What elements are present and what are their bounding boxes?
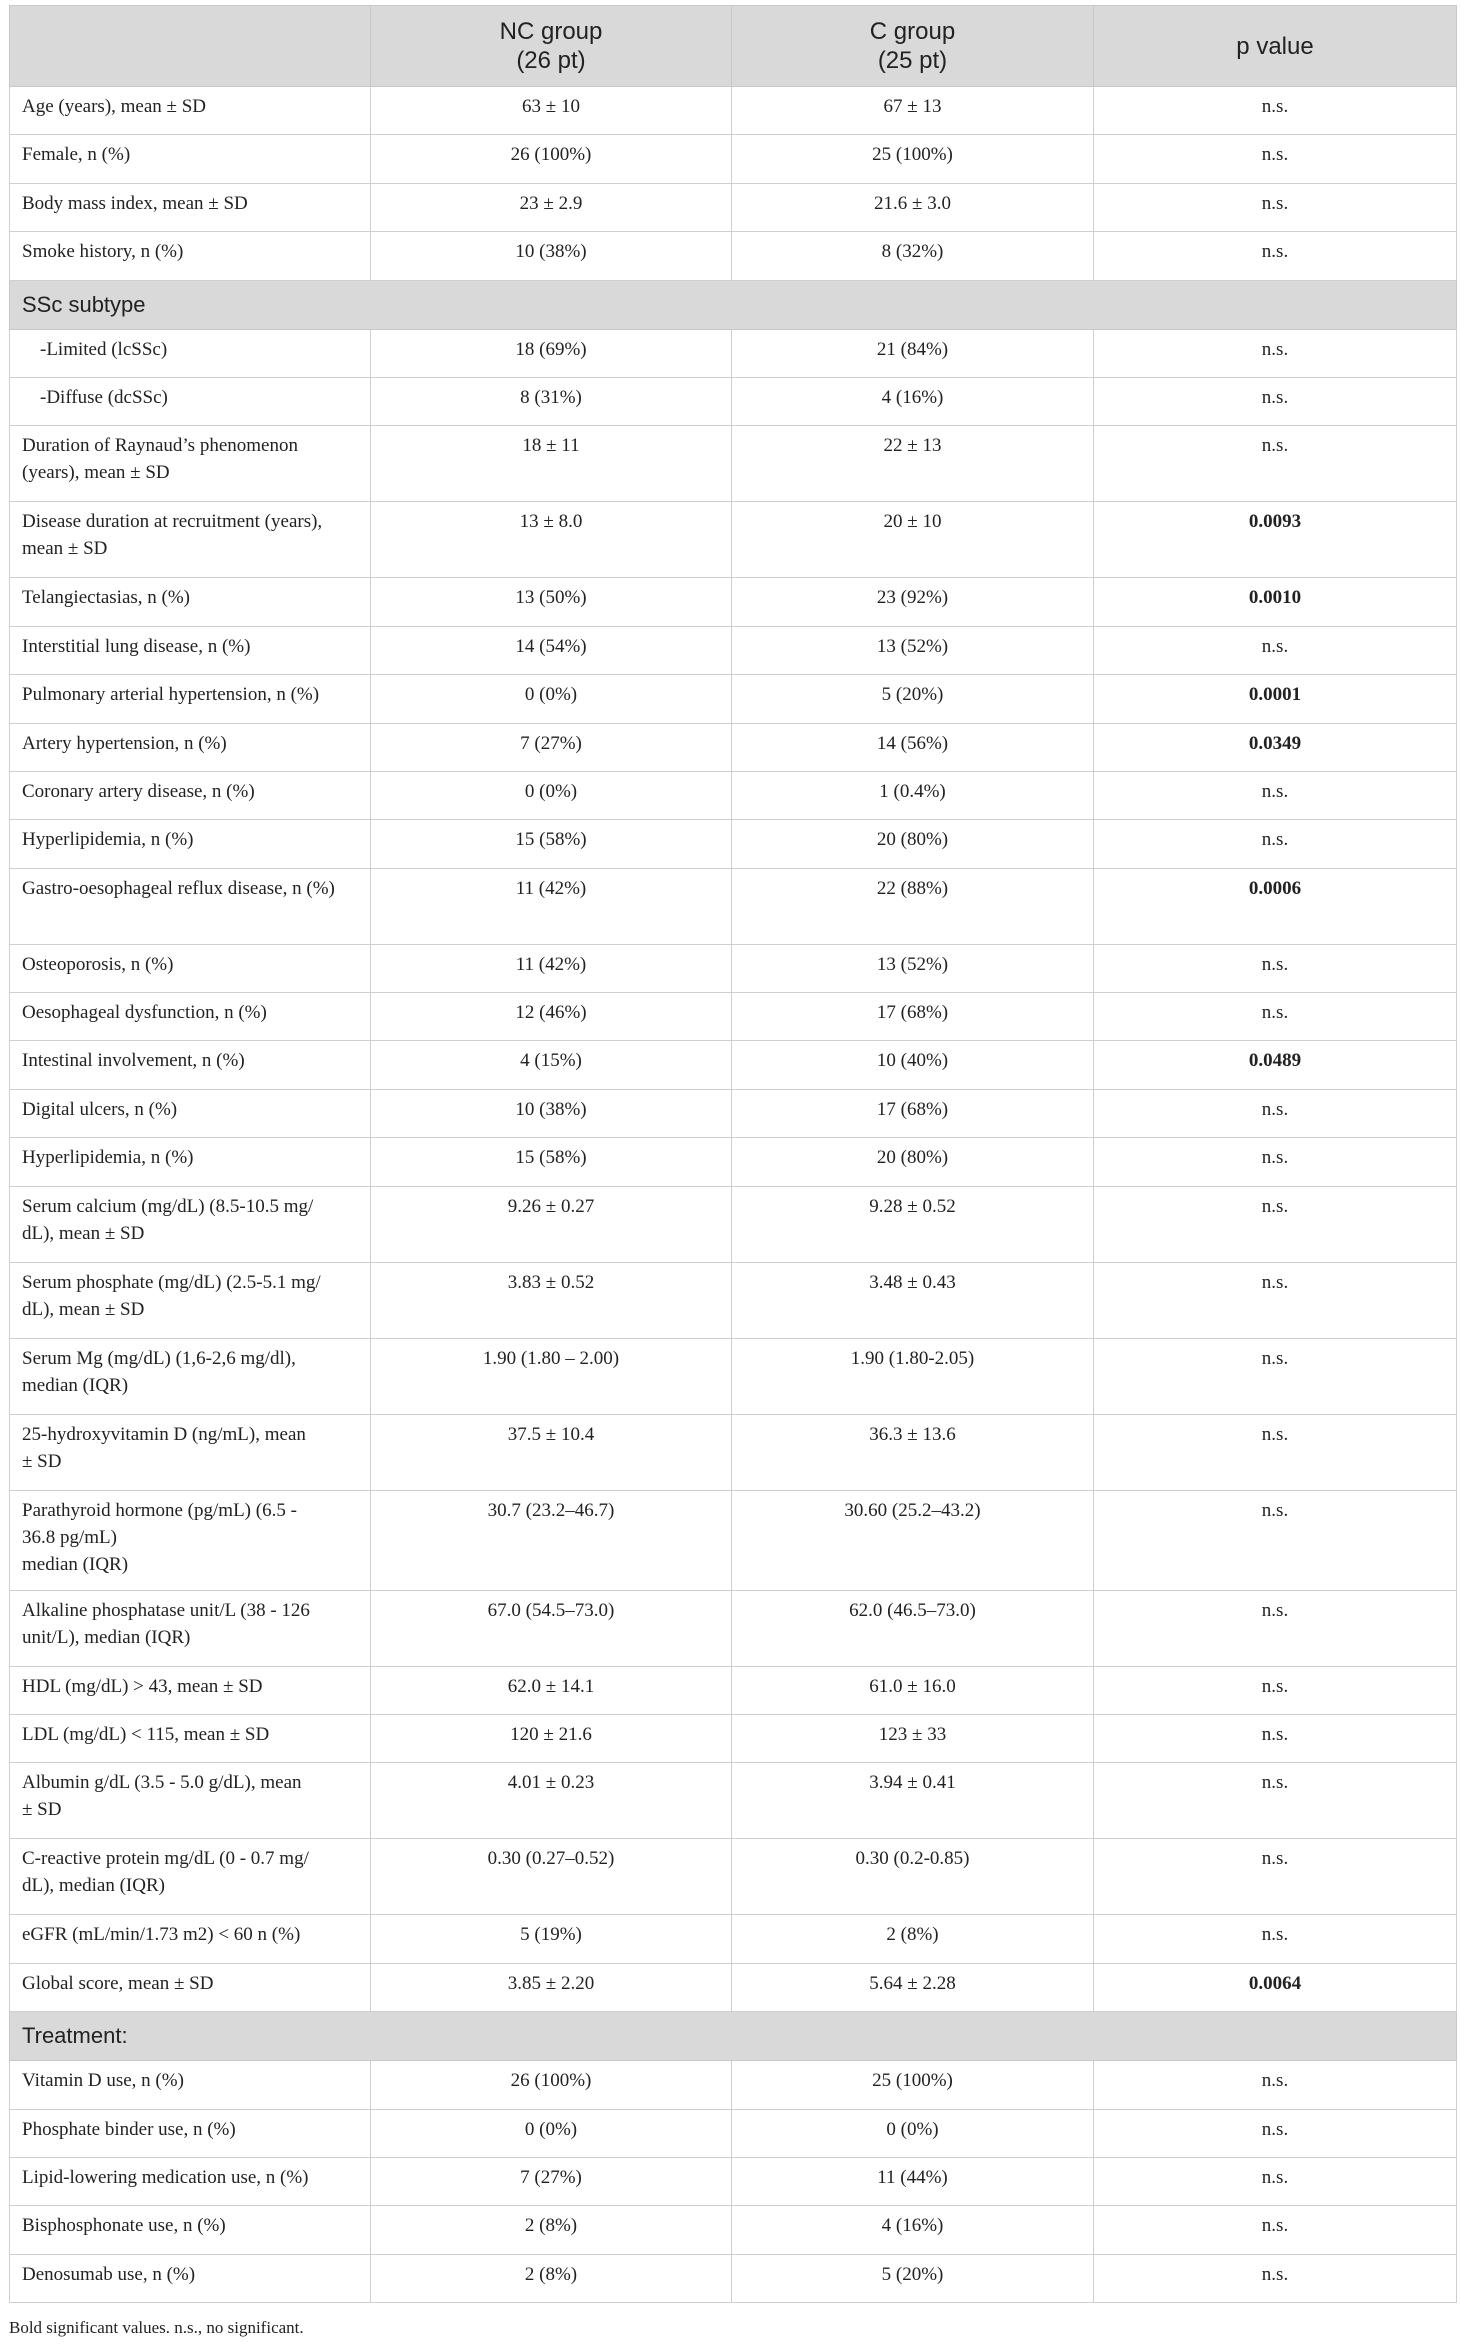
p-value: n.s. xyxy=(1094,426,1457,502)
table-row xyxy=(10,1963,1457,2011)
row-label: Parathyroid hormone (pg/mL) (6.5 - 36.8 pg/mL) median (IQR) xyxy=(10,1490,371,1590)
nc-group-value: 9.26 ± 0.27 xyxy=(371,1186,732,1262)
p-value: n.s. xyxy=(1094,1763,1457,1839)
table-row xyxy=(10,1490,1457,1590)
c-group-value: 0 (0%) xyxy=(732,2109,1094,2157)
nc-group-value: 14 (54%) xyxy=(371,626,732,674)
nc-group-value: 2 (8%) xyxy=(371,2206,732,2254)
nc-group-value: 3.85 ± 2.20 xyxy=(371,1963,732,2011)
c-group-value: 25 (100%) xyxy=(732,135,1094,183)
row-label: Age (years), mean ± SD xyxy=(10,87,371,135)
c-group-value: 20 (80%) xyxy=(732,1138,1094,1186)
row-label: 25-hydroxyvitamin D (ng/mL), mean ± SD xyxy=(10,1414,371,1490)
p-value: 0.0064 xyxy=(1094,1963,1457,2011)
c-group-value: 36.3 ± 13.6 xyxy=(732,1414,1094,1490)
c-group-value: 1 (0.4%) xyxy=(732,771,1094,819)
p-value: n.s. xyxy=(1094,1590,1457,1666)
nc-group-value: 7 (27%) xyxy=(371,723,732,771)
c-group-value: 1.90 (1.80-2.05) xyxy=(732,1338,1094,1414)
row-label: Hyperlipidemia, n (%) xyxy=(10,1138,371,1186)
section-label: SSc subtype xyxy=(10,280,1457,329)
row-label: Oesophageal dysfunction, n (%) xyxy=(10,993,371,1041)
table-row xyxy=(10,1763,1457,1839)
row-label: Phosphate binder use, n (%) xyxy=(10,2109,371,2157)
p-value: n.s. xyxy=(1094,1490,1457,1590)
row-label: Body mass index, mean ± SD xyxy=(10,183,371,231)
table-row xyxy=(10,626,1457,674)
c-group-value: 4 (16%) xyxy=(732,377,1094,425)
row-label: -Limited (lcSSc) xyxy=(10,329,371,377)
nc-group-value: 67.0 (54.5–73.0) xyxy=(371,1590,732,1666)
table-row xyxy=(10,2109,1457,2157)
row-label: Osteoporosis, n (%) xyxy=(10,944,371,992)
nc-group-value: 0 (0%) xyxy=(371,771,732,819)
row-label: Telangiectasias, n (%) xyxy=(10,578,371,626)
c-group-value: 4 (16%) xyxy=(732,2206,1094,2254)
p-value: n.s. xyxy=(1094,2206,1457,2254)
table-row xyxy=(10,87,1457,135)
table-row xyxy=(10,771,1457,819)
table-container xyxy=(9,5,1456,2303)
nc-group-value: 13 (50%) xyxy=(371,578,732,626)
table-row xyxy=(10,578,1457,626)
row-label: Duration of Raynaud’s phenomenon (years), mean ± SD xyxy=(10,426,371,502)
nc-group-value: 5 (19%) xyxy=(371,1915,732,1963)
nc-group-value: 3.83 ± 0.52 xyxy=(371,1262,732,1338)
p-value: n.s. xyxy=(1094,1915,1457,1963)
p-value: n.s. xyxy=(1094,1414,1457,1490)
nc-group-value: 11 (42%) xyxy=(371,868,732,944)
table-row xyxy=(10,944,1457,992)
nc-group-value: 26 (100%) xyxy=(371,2061,732,2109)
row-label: C-reactive protein mg/dL (0 - 0.7 mg/ dL), median (IQR) xyxy=(10,1839,371,1915)
c-group-value: 13 (52%) xyxy=(732,626,1094,674)
table-row xyxy=(10,1041,1457,1089)
table-row xyxy=(10,135,1457,183)
c-group-value: 5 (20%) xyxy=(732,675,1094,723)
c-group-value: 9.28 ± 0.52 xyxy=(732,1186,1094,1262)
nc-group-value: 18 ± 11 xyxy=(371,426,732,502)
c-group-value: 21 (84%) xyxy=(732,329,1094,377)
table-row xyxy=(10,2061,1457,2109)
p-value: 0.0349 xyxy=(1094,723,1457,771)
table-row xyxy=(10,1186,1457,1262)
p-value: n.s. xyxy=(1094,1715,1457,1763)
row-label: eGFR (mL/min/1.73 m2) < 60 n (%) xyxy=(10,1915,371,1963)
c-group-value: 17 (68%) xyxy=(732,993,1094,1041)
table-row xyxy=(10,1089,1457,1137)
row-label: Smoke history, n (%) xyxy=(10,232,371,280)
table-row xyxy=(10,993,1457,1041)
row-label: Hyperlipidemia, n (%) xyxy=(10,820,371,868)
row-label: Vitamin D use, n (%) xyxy=(10,2061,371,2109)
c-group-value: 123 ± 33 xyxy=(732,1715,1094,1763)
row-label: Disease duration at recruitment (years), mean ± SD xyxy=(10,502,371,578)
table-row xyxy=(10,2206,1457,2254)
row-label: Interstitial lung disease, n (%) xyxy=(10,626,371,674)
nc-group-value: 15 (58%) xyxy=(371,1138,732,1186)
header-nc-group: NC group (26 pt) xyxy=(371,6,732,87)
table-header xyxy=(10,6,1457,87)
p-value: n.s. xyxy=(1094,1186,1457,1262)
table-row xyxy=(10,1338,1457,1414)
p-value: n.s. xyxy=(1094,183,1457,231)
p-value: 0.0001 xyxy=(1094,675,1457,723)
header-row xyxy=(10,6,1457,87)
c-group-value: 3.94 ± 0.41 xyxy=(732,1763,1094,1839)
nc-group-value: 4.01 ± 0.23 xyxy=(371,1763,732,1839)
c-group-value: 11 (44%) xyxy=(732,2157,1094,2205)
table-row xyxy=(10,868,1457,944)
p-value: n.s. xyxy=(1094,1089,1457,1137)
p-value: n.s. xyxy=(1094,377,1457,425)
c-group-value: 61.0 ± 16.0 xyxy=(732,1666,1094,1714)
nc-group-value: 1.90 (1.80 – 2.00) xyxy=(371,1338,732,1414)
table-row xyxy=(10,1915,1457,1963)
c-group-value: 62.0 (46.5–73.0) xyxy=(732,1590,1094,1666)
p-value: n.s. xyxy=(1094,1262,1457,1338)
row-label: Gastro-oesophageal reflux disease, n (%) xyxy=(10,868,371,944)
nc-group-value: 120 ± 21.6 xyxy=(371,1715,732,1763)
nc-group-value: 0.30 (0.27–0.52) xyxy=(371,1839,732,1915)
row-label: Artery hypertension, n (%) xyxy=(10,723,371,771)
table-row xyxy=(10,1138,1457,1186)
p-value: 0.0489 xyxy=(1094,1041,1457,1089)
table-row xyxy=(10,723,1457,771)
table-row xyxy=(10,329,1457,377)
p-value: n.s. xyxy=(1094,1338,1457,1414)
nc-group-value: 11 (42%) xyxy=(371,944,732,992)
p-value: n.s. xyxy=(1094,232,1457,280)
row-label: HDL (mg/dL) > 43, mean ± SD xyxy=(10,1666,371,1714)
c-group-value: 8 (32%) xyxy=(732,232,1094,280)
table-row xyxy=(10,1414,1457,1490)
table-row xyxy=(10,2157,1457,2205)
p-value: 0.0010 xyxy=(1094,578,1457,626)
c-group-value: 5 (20%) xyxy=(732,2254,1094,2302)
nc-group-value: 0 (0%) xyxy=(371,2109,732,2157)
c-group-value: 25 (100%) xyxy=(732,2061,1094,2109)
table-footnote: Bold significant values. n.s., no significant. xyxy=(9,2318,304,2337)
row-label: Intestinal involvement, n (%) xyxy=(10,1041,371,1089)
table-row xyxy=(10,1262,1457,1338)
p-value: 0.0093 xyxy=(1094,502,1457,578)
table-row xyxy=(10,232,1457,280)
c-group-value: 10 (40%) xyxy=(732,1041,1094,1089)
p-value: n.s. xyxy=(1094,87,1457,135)
nc-group-value: 8 (31%) xyxy=(371,377,732,425)
p-value: n.s. xyxy=(1094,135,1457,183)
nc-group-value: 2 (8%) xyxy=(371,2254,732,2302)
c-group-value: 22 (88%) xyxy=(732,868,1094,944)
row-label: Digital ulcers, n (%) xyxy=(10,1089,371,1137)
table-row xyxy=(10,1715,1457,1763)
c-group-value: 5.64 ± 2.28 xyxy=(732,1963,1094,2011)
nc-group-value: 37.5 ± 10.4 xyxy=(371,1414,732,1490)
table-row xyxy=(10,675,1457,723)
characteristics-table xyxy=(9,5,1457,2303)
c-group-value: 20 ± 10 xyxy=(732,502,1094,578)
c-group-value: 21.6 ± 3.0 xyxy=(732,183,1094,231)
row-label: Lipid-lowering medication use, n (%) xyxy=(10,2157,371,2205)
c-group-value: 0.30 (0.2-0.85) xyxy=(732,1839,1094,1915)
header-p-value: p value xyxy=(1094,6,1457,87)
section-row xyxy=(10,2012,1457,2061)
row-label: Alkaline phosphatase unit/L (38 - 126 unit/L), median (IQR) xyxy=(10,1590,371,1666)
c-group-value: 14 (56%) xyxy=(732,723,1094,771)
table-row xyxy=(10,183,1457,231)
nc-group-value: 10 (38%) xyxy=(371,232,732,280)
p-value: n.s. xyxy=(1094,2254,1457,2302)
section-label: Treatment: xyxy=(10,2012,1457,2061)
p-value: n.s. xyxy=(1094,2157,1457,2205)
p-value: n.s. xyxy=(1094,626,1457,674)
row-label: Albumin g/dL (3.5 - 5.0 g/dL), mean ± SD xyxy=(10,1763,371,1839)
row-label: Serum phosphate (mg/dL) (2.5-5.1 mg/ dL), mean ± SD xyxy=(10,1262,371,1338)
row-label: Female, n (%) xyxy=(10,135,371,183)
table-row xyxy=(10,2254,1457,2302)
c-group-value: 13 (52%) xyxy=(732,944,1094,992)
table-row xyxy=(10,426,1457,502)
c-group-value: 2 (8%) xyxy=(732,1915,1094,1963)
c-group-value: 20 (80%) xyxy=(732,820,1094,868)
row-label: Serum calcium (mg/dL) (8.5-10.5 mg/ dL), mean ± SD xyxy=(10,1186,371,1262)
nc-group-value: 23 ± 2.9 xyxy=(371,183,732,231)
row-label: Serum Mg (mg/dL) (1,6-2,6 mg/dl), median (IQR) xyxy=(10,1338,371,1414)
nc-group-value: 62.0 ± 14.1 xyxy=(371,1666,732,1714)
nc-group-value: 63 ± 10 xyxy=(371,87,732,135)
header-label-column xyxy=(10,6,371,87)
nc-group-value: 4 (15%) xyxy=(371,1041,732,1089)
section-row xyxy=(10,280,1457,329)
table-row xyxy=(10,1839,1457,1915)
p-value: n.s. xyxy=(1094,329,1457,377)
nc-group-value: 0 (0%) xyxy=(371,675,732,723)
header-c-group: C group (25 pt) xyxy=(732,6,1094,87)
row-label: Global score, mean ± SD xyxy=(10,1963,371,2011)
nc-group-value: 18 (69%) xyxy=(371,329,732,377)
p-value: n.s. xyxy=(1094,2061,1457,2109)
p-value: n.s. xyxy=(1094,771,1457,819)
nc-group-value: 7 (27%) xyxy=(371,2157,732,2205)
c-group-value: 67 ± 13 xyxy=(732,87,1094,135)
nc-group-value: 15 (58%) xyxy=(371,820,732,868)
table-row xyxy=(10,1666,1457,1714)
table-row xyxy=(10,377,1457,425)
table-row xyxy=(10,502,1457,578)
nc-group-value: 30.7 (23.2–46.7) xyxy=(371,1490,732,1590)
c-group-value: 22 ± 13 xyxy=(732,426,1094,502)
row-label: Pulmonary arterial hypertension, n (%) xyxy=(10,675,371,723)
p-value: 0.0006 xyxy=(1094,868,1457,944)
row-label: Bisphosphonate use, n (%) xyxy=(10,2206,371,2254)
nc-group-value: 13 ± 8.0 xyxy=(371,502,732,578)
row-label: Coronary artery disease, n (%) xyxy=(10,771,371,819)
c-group-value: 30.60 (25.2–43.2) xyxy=(732,1490,1094,1590)
p-value: n.s. xyxy=(1094,1666,1457,1714)
c-group-value: 23 (92%) xyxy=(732,578,1094,626)
table-row xyxy=(10,820,1457,868)
p-value: n.s. xyxy=(1094,820,1457,868)
p-value: n.s. xyxy=(1094,993,1457,1041)
row-label: Denosumab use, n (%) xyxy=(10,2254,371,2302)
p-value: n.s. xyxy=(1094,944,1457,992)
c-group-value: 3.48 ± 0.43 xyxy=(732,1262,1094,1338)
row-label: LDL (mg/dL) < 115, mean ± SD xyxy=(10,1715,371,1763)
table-row xyxy=(10,1590,1457,1666)
p-value: n.s. xyxy=(1094,1839,1457,1915)
p-value: n.s. xyxy=(1094,2109,1457,2157)
nc-group-value: 26 (100%) xyxy=(371,135,732,183)
nc-group-value: 12 (46%) xyxy=(371,993,732,1041)
c-group-value: 17 (68%) xyxy=(732,1089,1094,1137)
nc-group-value: 10 (38%) xyxy=(371,1089,732,1137)
table-body xyxy=(10,87,1457,2303)
row-label: -Diffuse (dcSSc) xyxy=(10,377,371,425)
p-value: n.s. xyxy=(1094,1138,1457,1186)
